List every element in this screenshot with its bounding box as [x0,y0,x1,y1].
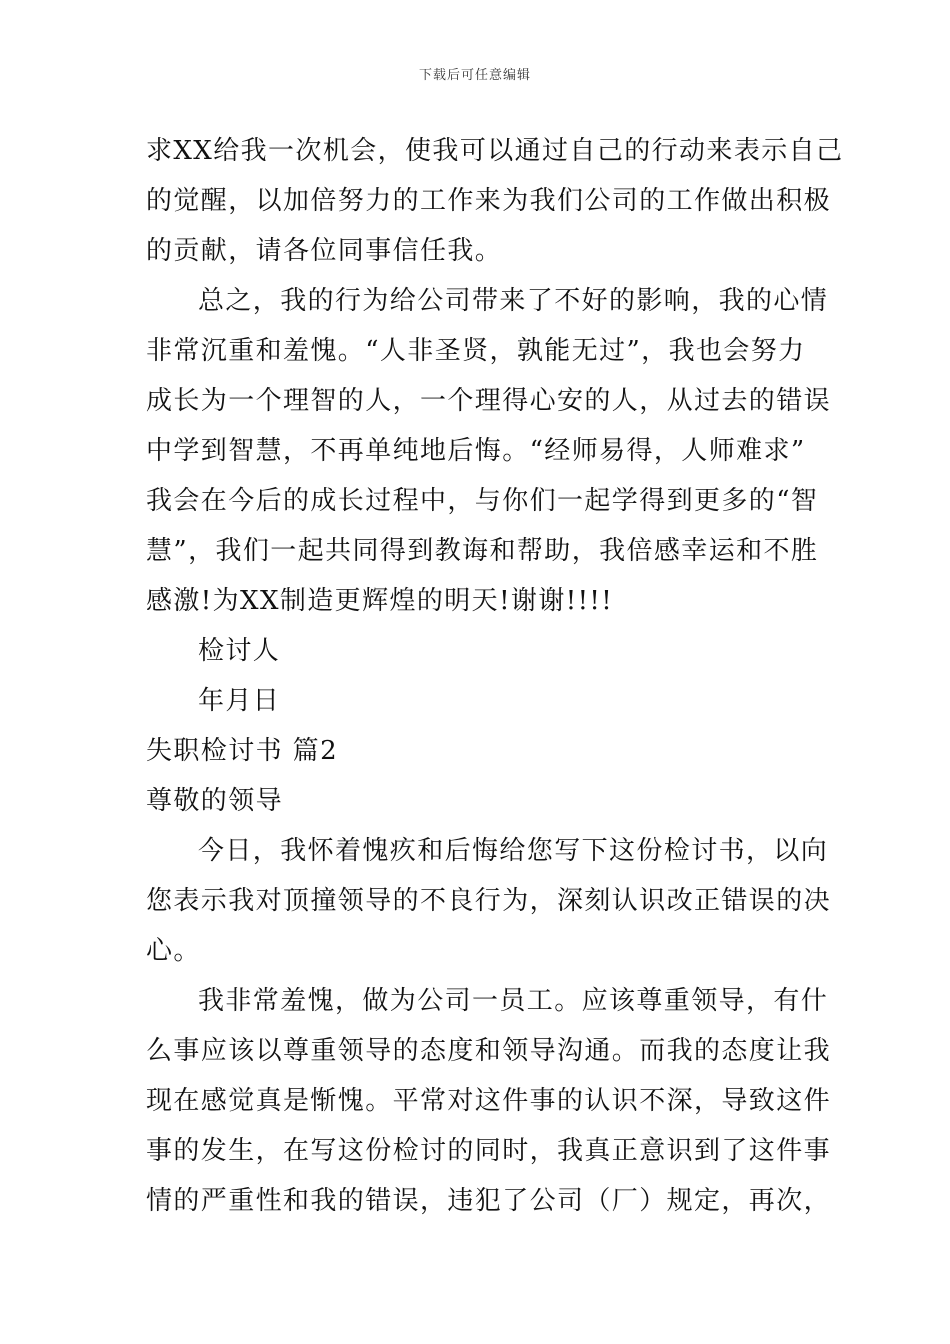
section-title: 失职检讨书 篇2 [146,736,339,766]
signature-label: 检讨人 [198,636,281,666]
text-line: 么事应该以尊重领导的态度和领导沟通。而我的态度让我 [146,1036,832,1066]
text-line: 非常沉重和羞愧。“人非圣贤，孰能无过”，我也会努力 [146,336,806,366]
text-line: 今日，我怀着愧疚和后悔给您写下这份检讨书，以向 [198,836,829,866]
salutation: 尊敬的领导 [146,786,284,816]
text-line: 中学到智慧，不再单纯地后悔。“经师易得，人师难求” [146,436,806,466]
date-label: 年月日 [198,686,281,716]
text-line: 现在感觉真是惭愧。平常对这件事的认识不深，导致这件 [146,1086,832,1116]
text-line: 成长为一个理智的人，一个理得心安的人，从过去的错误 [146,386,832,416]
text-line: 我非常羞愧，做为公司一员工。应该尊重领导，有什 [198,986,829,1016]
text-line: 的觉醒，以加倍努力的工作来为我们公司的工作做出积极 [146,186,832,216]
text-line: 情的严重性和我的错误，违犯了公司（厂）规定，再次， [146,1186,832,1216]
text-line: 感激!为XX制造更辉煌的明天!谢谢!!!! [146,586,614,616]
text-line: 总之，我的行为给公司带来了不好的影响，我的心情 [198,286,829,316]
text-line: 求XX给我一次机会，使我可以通过自己的行动来表示自己 [146,136,844,166]
text-line: 您表示我对顶撞领导的不良行为，深刻认识改正错误的决 [146,886,832,916]
text-line: 的贡献，请各位同事信任我。 [146,236,503,266]
text-line: 慧”，我们一起共同得到教诲和帮助，我倍感幸运和不胜 [146,536,819,566]
text-line: 事的发生，在写这份检讨的同时，我真正意识到了这件事 [146,1136,832,1166]
text-line: 心。 [146,936,201,966]
text-line: 我会在今后的成长过程中，与你们一起学得到更多的“智 [146,486,819,516]
document-body [146,126,844,1226]
page-header: 下载后可任意编辑 [418,68,531,83]
